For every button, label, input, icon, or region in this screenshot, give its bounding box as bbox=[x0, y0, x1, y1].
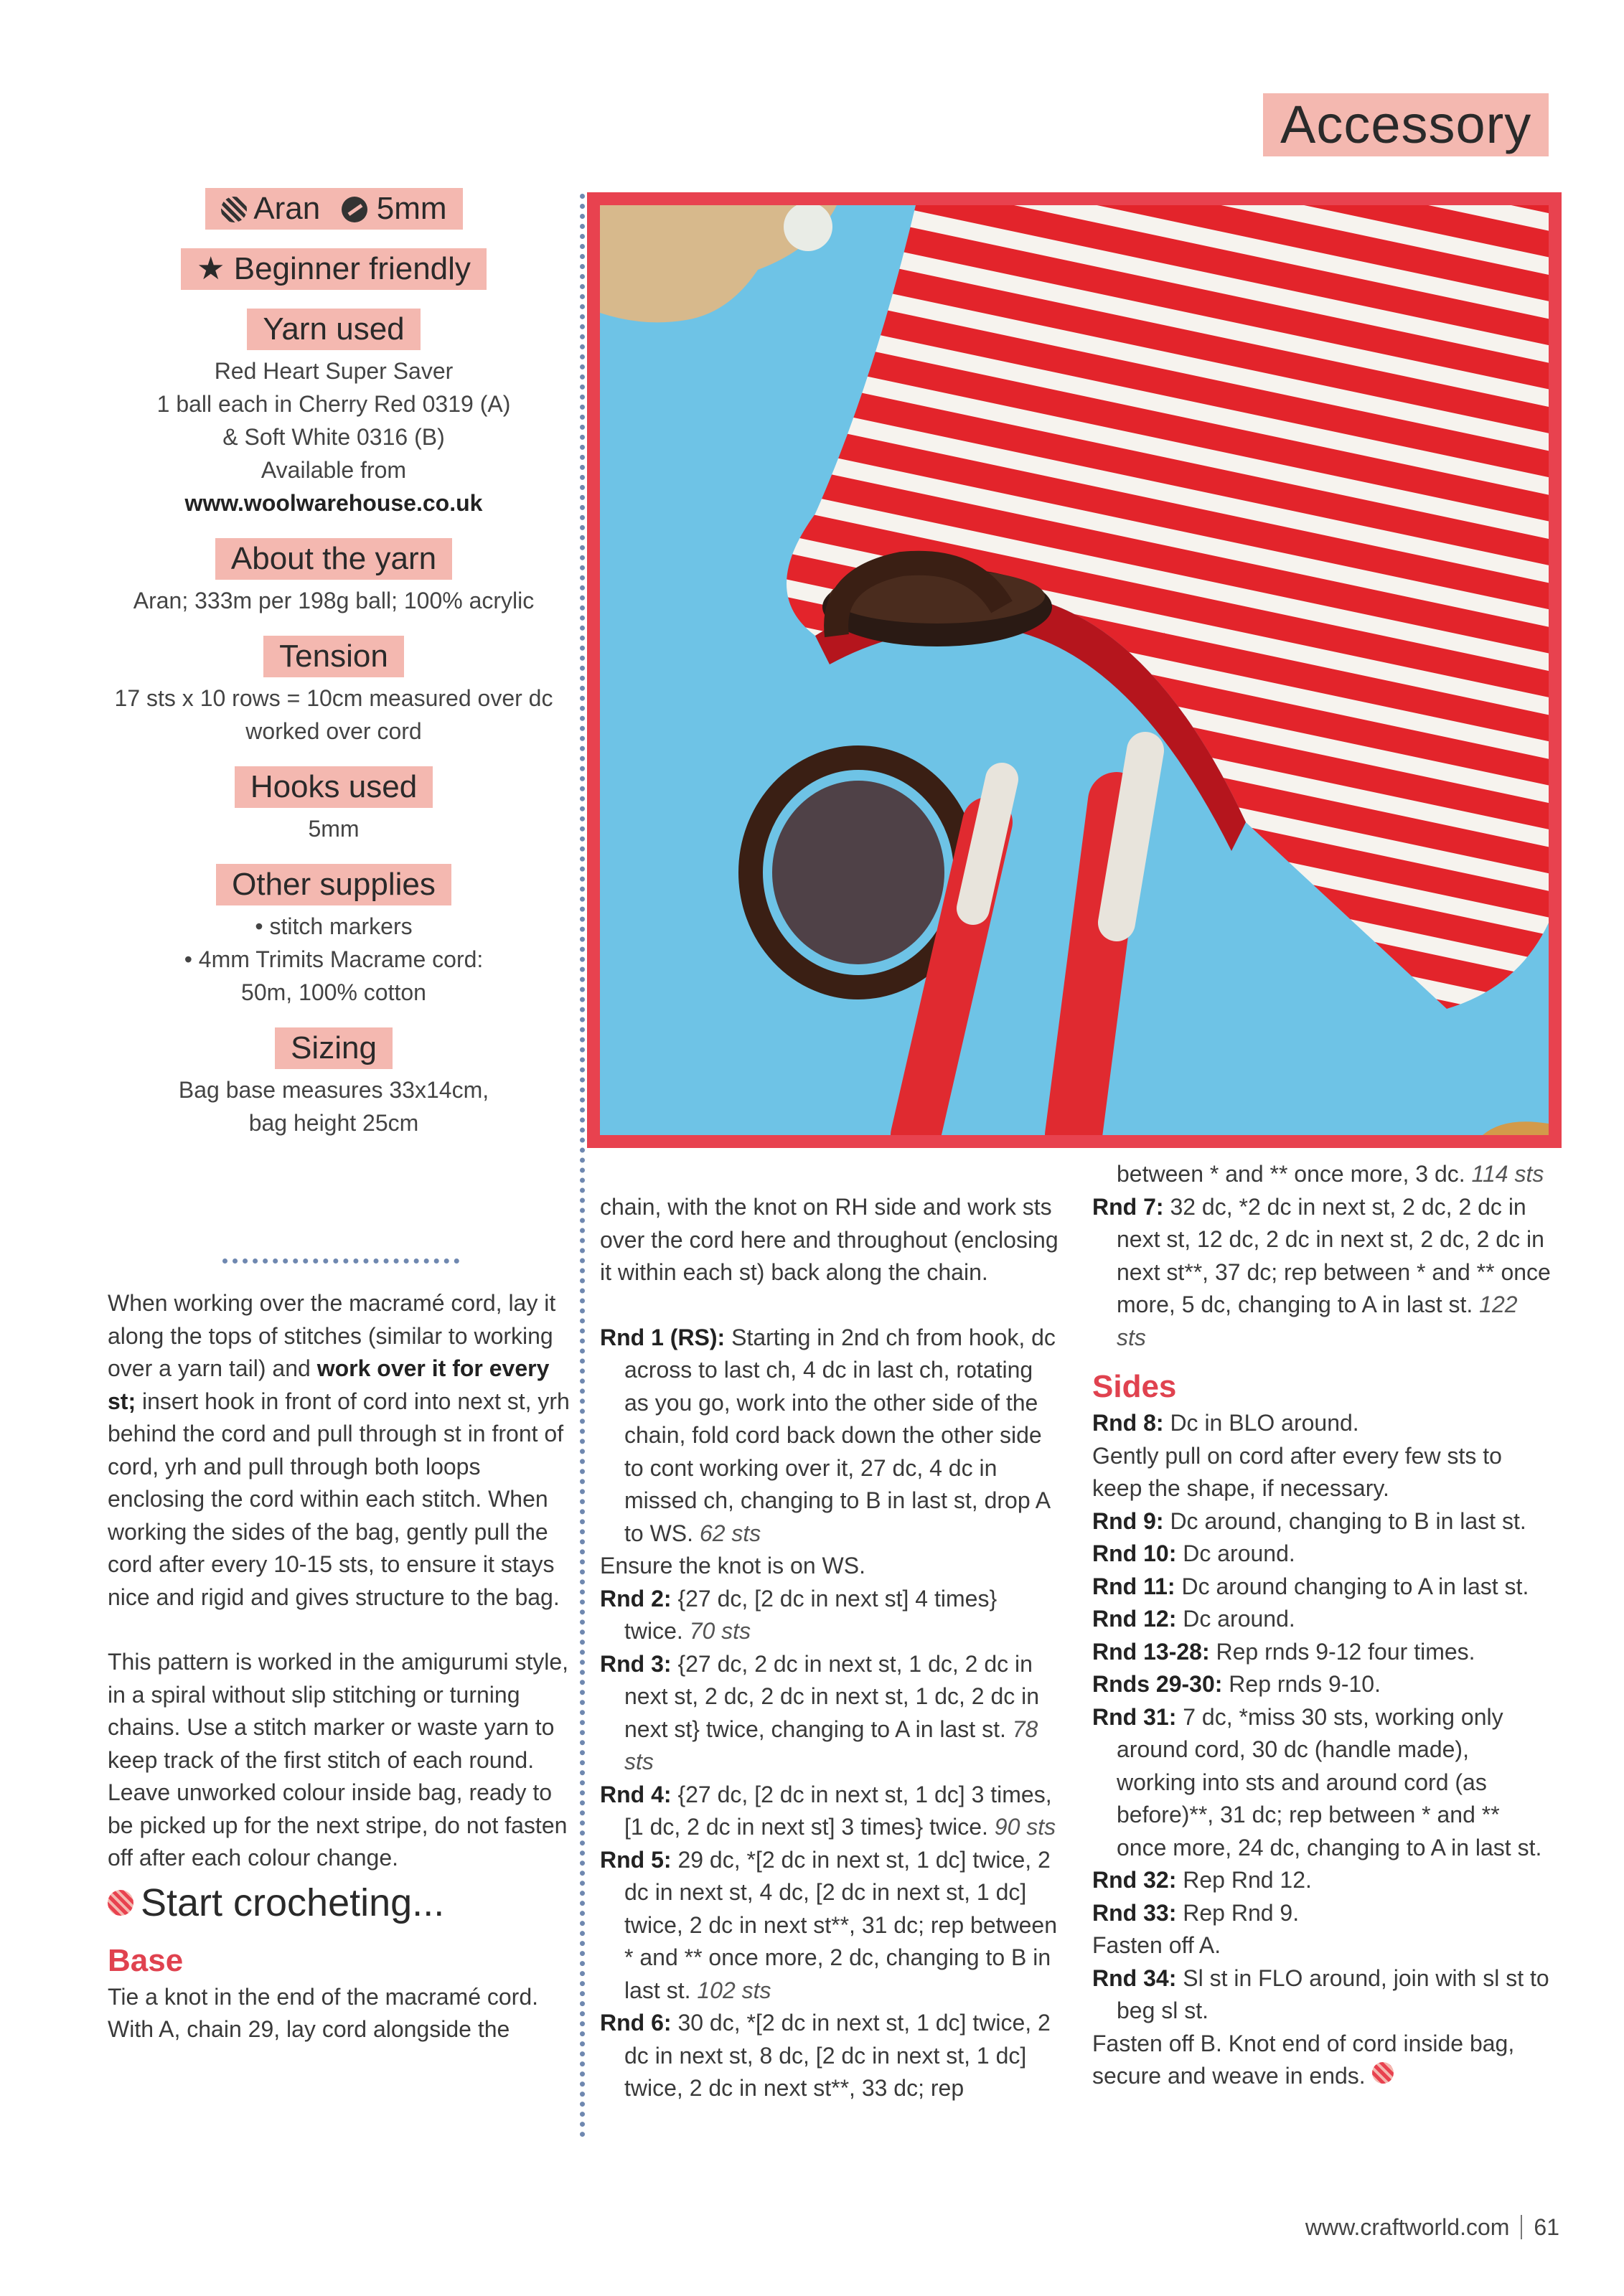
yarn-weight: Aran bbox=[253, 191, 321, 226]
round-7: Rnd 7: 32 dc, *2 dc in next st, 2 dc, 2 dc in next st, 12 dc, 2 dc in next st, 2 dc, 2 dc in next st**, 37 dc; rep between * and ** once more, 5 dc, changing to A in last st. 122 sts bbox=[1092, 1193, 1551, 1350]
round-9: Rnd 9: Dc around, changing to B in last st. bbox=[1092, 1507, 1526, 1534]
macrame-paragraph: When working over the macramé cord, lay it along the tops of stitches (similar to working over a yarn tail) and work over it for every st; insert hook in front of cord into next st, yrh behind the cord and pull through st in front of cord, yrh and pull through both loops enclosing the cord within each stitch. When working the sides of the bag, gently pull the cord after every 10-15 sts, to ensure it stays nice and rigid and gives structure to the bag. bbox=[108, 1290, 570, 1610]
round-2: Rnd 2: {27 dc, [2 dc in next st] 4 times} twice. 70 sts bbox=[600, 1585, 998, 1644]
round-12: Rnd 12: Dc around. bbox=[1092, 1606, 1295, 1632]
supplier-link[interactable]: www.woolwarehouse.co.uk bbox=[184, 490, 483, 516]
round-31: Rnd 31: 7 dc, *miss 30 sts, working only around cord, 30 dc (handle made), working into sts and around cord (as before)**, 31 dc; rep between * and ** once more, 24 dc, changing to A in last st. bbox=[1092, 1703, 1542, 1860]
round-10: Rnd 10: Dc around. bbox=[1092, 1540, 1295, 1566]
sides-heading: Sides bbox=[1092, 1369, 1177, 1404]
sidebar-divider bbox=[222, 1258, 459, 1264]
round-8: Rnd 8: Dc in BLO around. bbox=[1092, 1410, 1359, 1436]
skill-level-chip: ★ Beginner friendly bbox=[181, 248, 487, 290]
section-tag: Accessory bbox=[1263, 93, 1549, 156]
yarn-weight-hook-chip bbox=[205, 188, 463, 230]
instructions-column-3 bbox=[1092, 1158, 1552, 2093]
round-1: Rnd 1 (RS): Starting in 2nd ch from hook, dc across to last ch, 4 dc in last ch, rotating as you go, work into the other side of the chain, fold cord back down the other side to cont working over it, 27 dc, 4 dc in missed ch, changing to B in last st, drop A to WS. 62 sts bbox=[600, 1324, 1056, 1546]
footer-separator bbox=[1521, 2215, 1522, 2239]
rounds-29-30: Rnds 29-30: Rep rnds 9-10. bbox=[1092, 1671, 1381, 1697]
round-33: Rnd 33: Rep Rnd 9. bbox=[1092, 1899, 1300, 1926]
round-32: Rnd 32: Rep Rnd 12. bbox=[1092, 1867, 1312, 1893]
yarn-ball-icon bbox=[108, 1890, 133, 1916]
round-11: Rnd 11: Dc around changing to A in last st. bbox=[1092, 1573, 1529, 1599]
supplies-section: Other supplies • stitch markers • 4mm Trimits Macrame cord: 50m, 100% cotton bbox=[100, 864, 567, 1009]
round-3: Rnd 3: {27 dc, 2 dc in next st, 1 dc, 2 dc in next st, 2 dc, 2 dc in next st, 1 dc, 2 dc in next st} twice, changing to A in last st. 78 sts bbox=[600, 1650, 1040, 1774]
base-text: Tie a knot in the end of the macramé cord. With A, chain 29, lay cord alongside the bbox=[108, 1983, 539, 2042]
tension-heading: Tension bbox=[263, 636, 404, 677]
page-number: 61 bbox=[1534, 2214, 1559, 2240]
base-continued-text: chain, with the knot on RH side and work sts over the cord here and throughout (enclosing it within each st) back along the chain. bbox=[600, 1194, 1059, 1285]
round-6-continued: between * and ** once more, 3 dc. 114 sts bbox=[1117, 1161, 1544, 1187]
striped-bag-illustration bbox=[600, 205, 1549, 1135]
about-yarn-section: About the yarn Aran; 333m per 198g ball; 100% acrylic bbox=[100, 538, 567, 617]
round-34: Rnd 34: Sl st in FLO around, join with sl st to beg sl st. bbox=[1092, 1965, 1549, 2023]
hook-icon bbox=[342, 197, 367, 222]
star-icon: ★ bbox=[197, 251, 225, 286]
finishing-text: Fasten off B. Knot end of cord inside bag, secure and weave in ends. bbox=[1092, 2030, 1515, 2089]
hook-size: 5mm bbox=[376, 191, 447, 226]
yarn-ball-icon bbox=[221, 197, 247, 222]
yarn-ball-icon bbox=[1372, 2062, 1394, 2084]
round-5: Rnd 5: 29 dc, *[2 dc in next st, 1 dc] twice, 2 dc in next st, 4 dc, [2 dc in next st, 1 dc] twice, 2 dc in next st**, 31 dc; rep between * and ** once more, 2 dc, changing to B in last st. 102 sts bbox=[600, 1846, 1057, 2003]
hooks-section: Hooks used 5mm bbox=[100, 766, 567, 845]
amigurumi-paragraph: This pattern is worked in the amigurumi style, in a spiral without slip stitching or turning chains. Use a stitch marker or waste yarn to keep track of the first stitch of each round. Leave unworked colour inside bag, ready to be picked up for the next stripe, do not fasten off after each colour change. bbox=[108, 1649, 569, 1871]
start-crocheting-heading: Start crocheting... bbox=[108, 1878, 571, 1928]
page-footer bbox=[1305, 2214, 1559, 2241]
instructions-column-2 bbox=[600, 1191, 1059, 2105]
instructions-column-1 bbox=[108, 1287, 571, 2046]
round-4: Rnd 4: {27 dc, [2 dc in next st, 1 dc] 3 times, [1 dc, 2 dc in next st] 3 times} twice. 90 sts bbox=[600, 1781, 1056, 1840]
yarn-used-section: Yarn used Red Heart Super Saver 1 ball each in Cherry Red 0319 (A) & Soft White 0316 (B) Available from www.woolwarehouse.co.uk bbox=[100, 309, 567, 519]
about-yarn-heading: About the yarn bbox=[215, 538, 452, 580]
round-13-28: Rnd 13-28: Rep rnds 9-12 four times. bbox=[1092, 1638, 1475, 1665]
shape-note: Gently pull on cord after every few sts to keep the shape, if necessary. bbox=[1092, 1442, 1502, 1501]
column-divider bbox=[580, 194, 585, 2138]
hooks-heading: Hooks used bbox=[235, 766, 433, 808]
sizing-heading: Sizing bbox=[275, 1027, 393, 1069]
tension-section: Tension 17 sts x 10 rows = 10cm measured over dc worked over cord bbox=[100, 636, 567, 748]
footer-url[interactable]: www.craftworld.com bbox=[1305, 2214, 1510, 2240]
supplies-heading: Other supplies bbox=[216, 864, 451, 905]
knot-note: Ensure the knot is on WS. bbox=[600, 1553, 865, 1578]
base-heading: Base bbox=[108, 1942, 184, 1978]
yarn-used-heading: Yarn used bbox=[247, 309, 420, 350]
round-6: Rnd 6: 30 dc, *[2 dc in next st, 1 dc] twice, 2 dc in next st, 8 dc, [2 dc in next st, 1 dc] twice, 2 dc in next st**, 33 dc; rep bbox=[600, 2010, 1051, 2101]
bag-photo bbox=[587, 192, 1562, 1148]
fasten-off-a: Fasten off A. bbox=[1092, 1932, 1221, 1958]
sizing-section: Sizing Bag base measures 33x14cm, bag height 25cm bbox=[100, 1027, 567, 1139]
pattern-info-sidebar bbox=[100, 188, 567, 1158]
